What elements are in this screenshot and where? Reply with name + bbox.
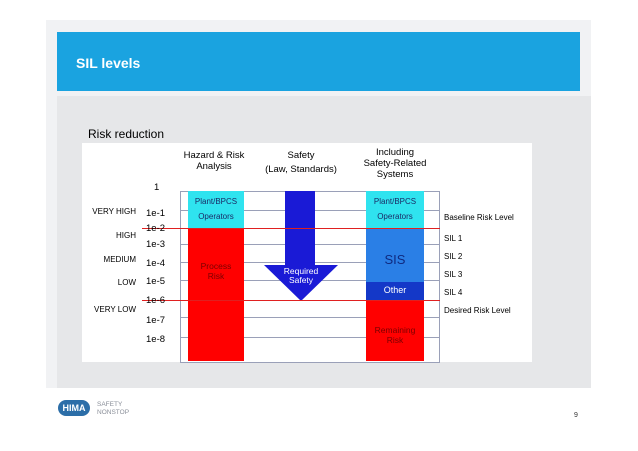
- safety-header-line-2: (Law, Standards): [265, 164, 337, 175]
- including-header-line-2: Safety-Related: [363, 158, 427, 169]
- tick-label: 1e-1: [146, 208, 166, 219]
- safety-header: [256, 150, 346, 175]
- remaining-risk-label-1: Remaining: [374, 325, 416, 335]
- sil-label: SIL 4: [444, 288, 463, 297]
- operators-label-2: Operators: [377, 212, 413, 221]
- tick-label: 1e-2: [146, 223, 166, 234]
- slide-title: SIL levels: [76, 55, 141, 71]
- operators-label: Operators: [198, 212, 234, 221]
- required-safety-arrow: [262, 191, 340, 303]
- slide-subtitle: Risk reduction: [88, 127, 165, 141]
- tick-label: 1e-8: [146, 334, 166, 345]
- hazard-header: [174, 150, 254, 172]
- process-risk-label-2: Risk: [207, 271, 225, 281]
- other-label: Other: [383, 285, 407, 295]
- plant-bpcs-box-2: [366, 191, 424, 228]
- category-label: HIGH: [116, 231, 136, 240]
- plant-bpcs-label-2: Plant/BPCS: [373, 197, 417, 206]
- tagline-line-2: NONSTOP: [97, 409, 130, 416]
- category-label: MEDIUM: [103, 255, 136, 264]
- tick-label: 1: [154, 182, 160, 193]
- desired-risk-line: [142, 300, 440, 301]
- baseline-risk-label: Baseline Risk Level: [444, 213, 514, 222]
- baseline-risk-line: [142, 228, 440, 229]
- required-safety-line-1: Required: [283, 266, 319, 276]
- process-risk-bar: [188, 228, 244, 361]
- plant-bpcs-box: [188, 191, 244, 228]
- logo-tagline: [97, 401, 129, 417]
- tick-label: 1e-5: [146, 276, 166, 287]
- tagline-line-1: SAFETY: [97, 401, 123, 408]
- required-safety-line-2: Safety: [288, 275, 314, 285]
- safety-header-line-1: Safety: [287, 150, 315, 161]
- plant-bpcs-label: Plant/BPCS: [194, 197, 238, 206]
- category-label: VERY LOW: [94, 305, 136, 314]
- hazard-header-line-1: Hazard & Risk: [183, 150, 245, 161]
- including-header-line-3: Systems: [376, 169, 414, 180]
- required-safety-label: [262, 267, 340, 285]
- tick-label: 1e-6: [146, 295, 166, 306]
- sil-label: SIL 2: [444, 252, 463, 261]
- tick-label: 1e-7: [146, 315, 166, 326]
- hazard-header-line-2: Analysis: [196, 161, 232, 172]
- tick-label: 1e-4: [146, 258, 166, 269]
- desired-risk-label: Desired Risk Level: [444, 306, 511, 315]
- including-header: [350, 147, 440, 180]
- sis-box: [366, 228, 424, 282]
- remaining-risk-bar: [366, 300, 424, 361]
- category-label: VERY HIGH: [92, 207, 136, 216]
- risk-reduction-diagram: [82, 143, 532, 362]
- tick-label: 1e-3: [146, 239, 166, 250]
- sil-label: SIL 3: [444, 270, 463, 279]
- remaining-risk-label-2: Risk: [386, 335, 404, 345]
- hima-logo: HIMA: [58, 400, 90, 416]
- including-header-line-1: Including: [375, 147, 415, 158]
- other-box: [366, 282, 424, 300]
- category-label: LOW: [117, 278, 136, 287]
- sil-label: SIL 1: [444, 234, 463, 243]
- process-risk-label-1: Process: [200, 261, 232, 271]
- page-number: 9: [574, 412, 578, 419]
- sis-label: SIS: [384, 252, 406, 267]
